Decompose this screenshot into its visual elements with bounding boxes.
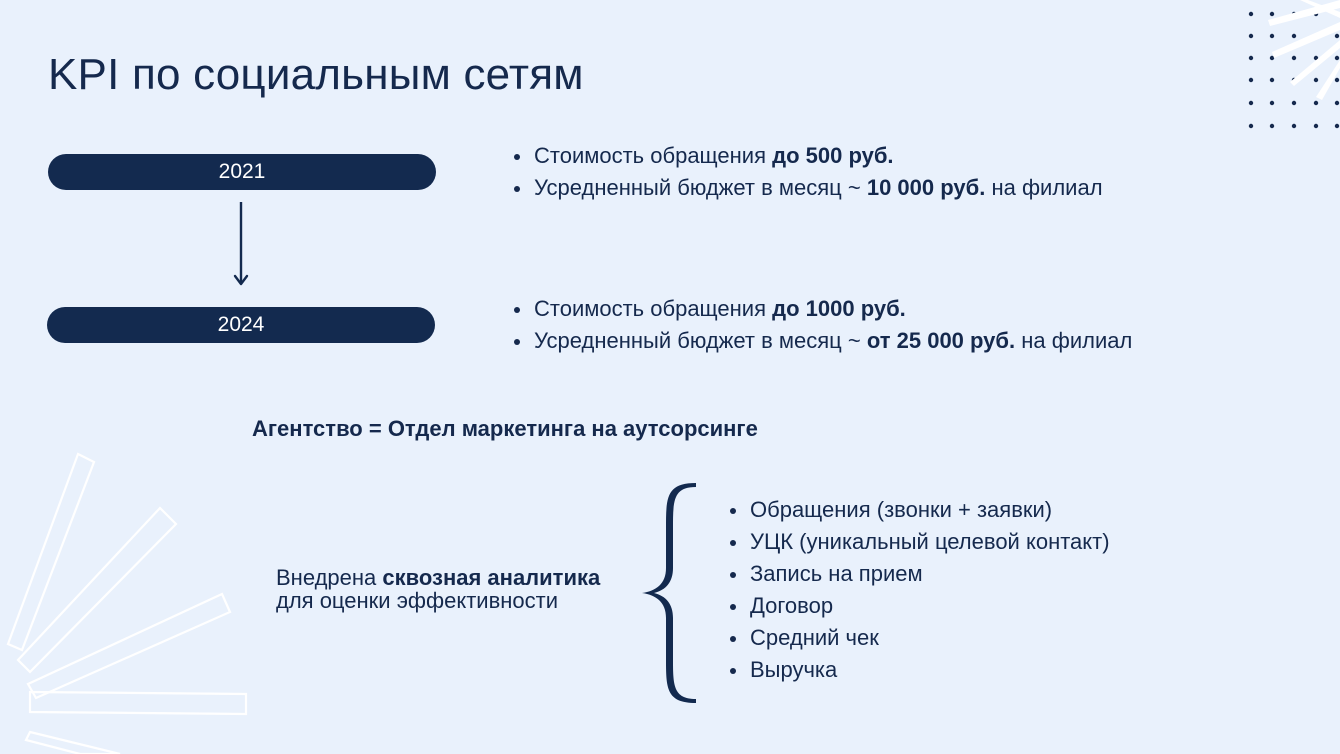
slide-title: KPI по социальным сетям [48,50,584,99]
kpi-2024-budget-suffix: на филиал [1015,328,1133,353]
arrow-down-icon [230,200,252,290]
kpi-2021-cost-label: Стоимость обращения [534,143,773,168]
kpi-2024-budget-label: Усредненный бюджет в месяц ~ [534,328,867,353]
metric-item: Запись на прием [728,558,1110,590]
analytics-emphasis: сквозная аналитика [382,565,601,590]
curly-brace-icon [636,480,700,706]
metric-item: Договор [728,590,1110,622]
kpi-2021-budget-item [512,172,1103,204]
metric-item: Средний чек [728,622,1110,654]
year-2021-label: 2021 [218,160,266,183]
kpi-2024-cost-label: Стоимость обращения [534,296,773,321]
sunburst-rays-bottom-decoration [0,440,260,754]
agency-statement: Агентство = Отдел маркетинга на аутсорсинге [252,416,758,441]
year-2024-label: 2024 [217,313,265,336]
kpi-2024-budget-item [512,325,1132,357]
kpi-2021-budget-suffix: на филиал [985,175,1103,200]
analytics-statement [276,566,600,612]
metric-item: Обращения (звонки + заявки) [728,494,1110,526]
sunburst-rays-top-decoration [1260,0,1340,110]
kpi-2021-budget-value: 10 000 руб. [866,175,986,200]
analytics-metrics-list [728,494,1110,686]
kpi-2021-list [512,140,1103,204]
analytics-line-2: для оценки эффективности [276,588,559,613]
kpi-2024-budget-value: от 25 000 руб. [866,328,1016,353]
kpi-2021-cost-value: до 500 руб. [772,143,894,168]
analytics-prefix: Внедрена [276,565,383,590]
analytics-line-1 [276,566,600,589]
kpi-2024-cost-item [512,293,1132,325]
metric-item: Выручка [728,654,1110,686]
metric-item: УЦК (уникальный целевой контакт) [728,526,1110,558]
kpi-2021-cost-item [512,140,1103,172]
year-2021-pill [48,154,436,190]
kpi-2024-cost-value: до 1000 руб. [772,296,906,321]
kpi-2024-list [512,293,1132,357]
kpi-2021-budget-label: Усредненный бюджет в месяц ~ [534,175,867,200]
year-2024-pill [47,307,435,343]
